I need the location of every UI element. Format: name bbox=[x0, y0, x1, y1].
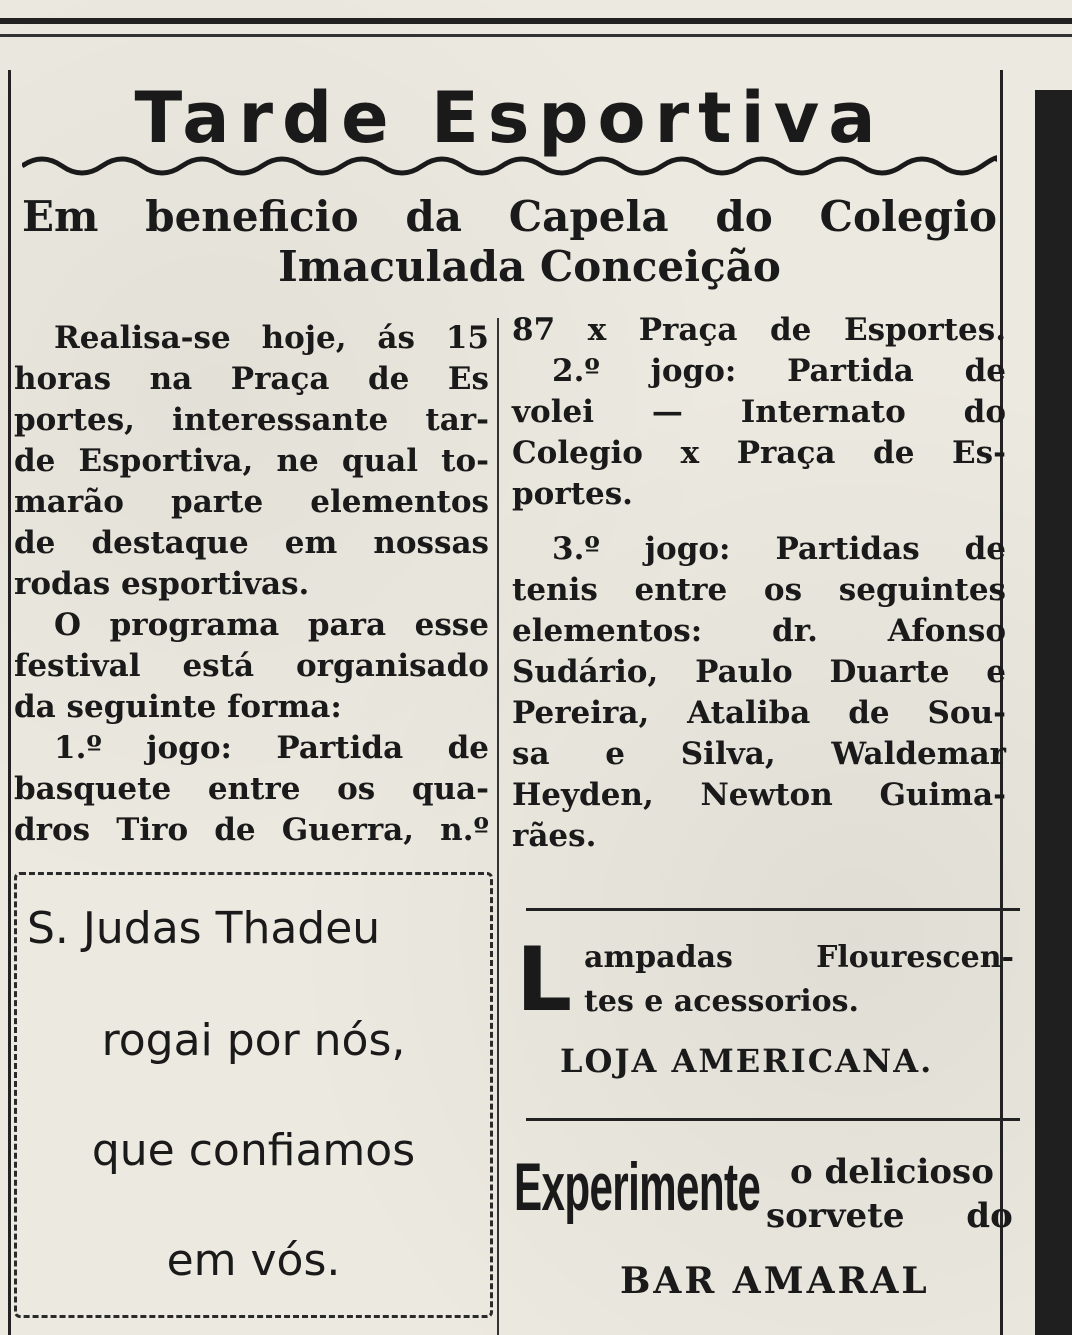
top-rule-thin bbox=[0, 34, 1072, 37]
headline: Tarde Esportiva bbox=[134, 77, 885, 159]
subheadline-line-2: Imaculada Conceição bbox=[278, 242, 781, 291]
article-line: 1.º jogo: Partida de bbox=[54, 730, 489, 766]
sorvete-ad-headline: Experimente bbox=[514, 1149, 761, 1225]
article-line: 87 x Praça de Esportes. bbox=[512, 312, 1006, 348]
ad-line: o delicioso bbox=[790, 1152, 994, 1192]
top-rule bbox=[0, 18, 1072, 24]
column-divider bbox=[497, 318, 499, 1335]
article-line: Heyden, Newton Guima- bbox=[512, 777, 1006, 813]
ad-line: ampadas Flourescen- bbox=[584, 940, 1014, 975]
article-line: Pereira, Ataliba de Sou- bbox=[512, 695, 1006, 731]
article-line: Sudário, Paulo Duarte e bbox=[512, 654, 1006, 690]
wavy-underline bbox=[22, 148, 997, 178]
article-line: dros Tiro de Guerra, n.º bbox=[14, 812, 489, 848]
article-line: basquete entre os qua- bbox=[14, 771, 489, 807]
article-right-column bbox=[512, 310, 1006, 857]
article-line: rães. bbox=[512, 818, 597, 854]
article-line: Colegio x Praça de Es- bbox=[512, 435, 1006, 471]
article-line: festival está organisado bbox=[14, 648, 489, 684]
article-line: tenis entre os seguintes bbox=[512, 572, 1006, 608]
adjacent-page-edge bbox=[1035, 90, 1072, 1335]
article-line: portes, interessante tar- bbox=[14, 402, 489, 438]
article-line: Realisa-se hoje, ás 15 bbox=[54, 320, 489, 356]
prayer-line-4: em vós. bbox=[166, 1235, 341, 1286]
ad-line: tes e acessorios. bbox=[584, 984, 859, 1019]
prayer-line-2: rogai por nós, bbox=[101, 1015, 406, 1066]
article-line: O programa para esse bbox=[54, 607, 489, 643]
article-line: marão parte elementos bbox=[14, 484, 489, 520]
ad-separator bbox=[526, 908, 1020, 911]
article-line: da seguinte forma: bbox=[14, 689, 342, 725]
article-line: portes. bbox=[512, 476, 633, 512]
article-line: de destaque em nossas bbox=[14, 525, 489, 561]
article-line: de Esportiva, ne qual to- bbox=[14, 443, 489, 479]
article-line: rodas esportivas. bbox=[14, 566, 310, 602]
article-line: volei — Internato do bbox=[512, 394, 1006, 430]
left-frame-line bbox=[8, 70, 11, 1335]
prayer-line-1: S. Judas Thadeu bbox=[27, 903, 381, 954]
ad-separator bbox=[526, 1118, 1020, 1121]
article-line: horas na Praça de Es bbox=[14, 361, 489, 397]
subheadline-line-1: Em beneficio da Capela do Colegio bbox=[22, 192, 997, 241]
article-left-column bbox=[14, 318, 489, 851]
prayer-box bbox=[14, 872, 493, 1318]
article-line: elementos: dr. Afonso bbox=[512, 613, 1006, 649]
ad-line: sorvete do bbox=[766, 1196, 1013, 1236]
article-line: sa e Silva, Waldemar bbox=[512, 736, 1006, 772]
article-line: 2.º jogo: Partida de bbox=[552, 353, 1006, 389]
advertiser-name: BAR AMARAL bbox=[620, 1260, 930, 1302]
drop-cap: L bbox=[516, 928, 573, 1031]
article-line: 3.º jogo: Partidas de bbox=[552, 531, 1006, 567]
advertiser-name: LOJA AMERICANA. bbox=[560, 1042, 934, 1080]
prayer-line-3: que confiamos bbox=[91, 1125, 416, 1176]
